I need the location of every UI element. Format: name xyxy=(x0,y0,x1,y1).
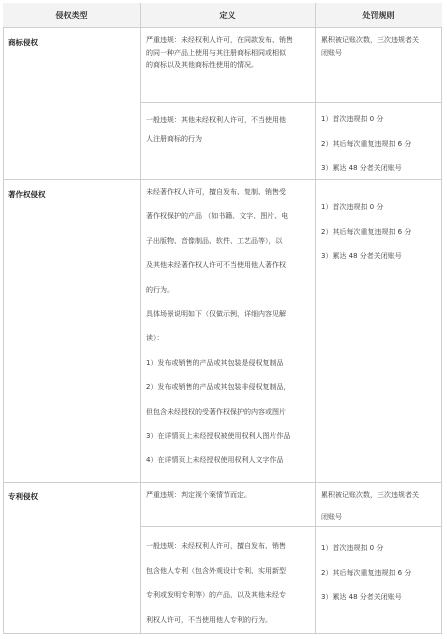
trademark-general-definition: 一般违规：其他未经权利人许可，不当使用他 人注册商标的行为 xyxy=(146,116,286,143)
row-divider xyxy=(3,482,442,483)
category-patent: 专利侵权 xyxy=(8,492,38,501)
header-type: 侵权类型 xyxy=(3,3,140,27)
trademark-serious-definition: 严重违规：未经权利人许可，在同款发布、销售 的同一种产品上使用与其注册商标相同或相似 的商标以及其他商标性使用的情况。 xyxy=(146,36,293,70)
header-penalty: 处罚规则 xyxy=(315,3,442,27)
copyright-penalty: 1）首次违规扣 0 分 2）其后每次重复违规扣 6 分 3）累达 48 分者关闭账号 xyxy=(321,203,412,260)
category-copyright: 著作权侵权 xyxy=(8,190,46,199)
copyright-definition: 未经著作权人许可，擅自发布、复制、销售受 著作权保护的产品 （如书籍、文字、图片、电 子出版物、音像制品、软件、工艺品等），以 及其他未经著作权人许可不当使用他人著作权 的行为。 具体场景说明如下（仅做示例，详细内容见解 读）： 1）发布或销售的产品或其包装是侵权复制品 2）发布或销售的产品或其包装非侵权复制品， 但包含未经授权的受著作权保护的内容或图片 3）在详情页上未经授权被使用权利人图片作品 4）在详情页上未经授权使用权利人文字作品 xyxy=(146,188,291,465)
patent-general-definition: 一般违规：未经权利人许可，擅自发布、销售 包含他人专利（包含外观设计专利、实用新型 专利或发明专利等）的产品，以及其他未经专 利权人许可，不当使用他人专利的行为。 xyxy=(146,542,286,624)
header-definition: 定义 xyxy=(140,3,315,27)
patent-serious-definition: 严重违规：判定视个案情节而定。 xyxy=(146,491,251,499)
column-divider xyxy=(140,3,141,634)
trademark-general-penalty: 1）首次违规扣 0 分 2）其后每次重复违规扣 6 分 3）累达 48 分者关闭账号 xyxy=(321,115,412,172)
row-divider xyxy=(3,27,442,28)
column-divider xyxy=(315,3,316,634)
trademark-serious-penalty: 累积被记账次数，三次违规者关 闭账号 xyxy=(321,36,419,57)
category-trademark: 商标侵权 xyxy=(8,38,38,47)
patent-serious-penalty: 累积被记账次数，三次违规者关 闭账号 xyxy=(321,491,419,521)
patent-general-penalty: 1）首次违规扣 0 分 2）其后每次重复违规扣 6 分 3）累达 48 分者关闭账号 xyxy=(321,544,412,601)
row-divider xyxy=(140,102,442,103)
